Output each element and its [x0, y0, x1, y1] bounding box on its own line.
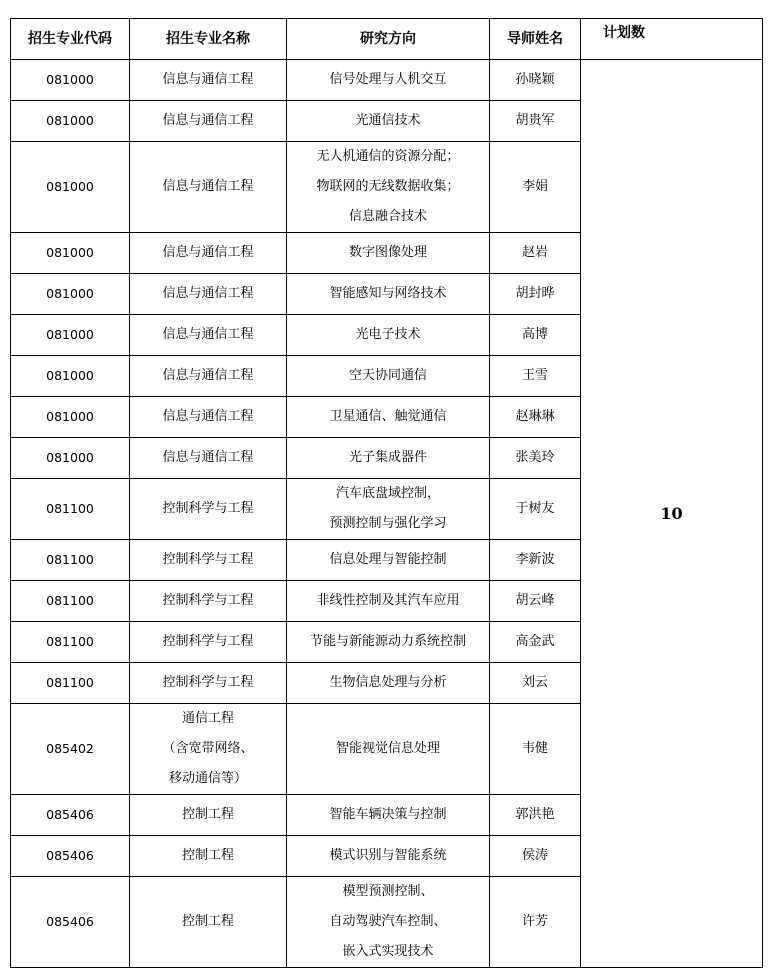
cell-major-code: 085406: [11, 836, 130, 877]
major-name-line: 控制科学与工程: [162, 593, 254, 608]
major-name-line: 控制科学与工程: [162, 552, 254, 567]
major-name-line: 控制科学与工程: [162, 634, 254, 649]
cell-research-direction: [287, 397, 490, 438]
cell-major-code: 081100: [11, 663, 130, 704]
cell-plan-count: 10: [581, 60, 763, 968]
cell-supervisor: 高博: [490, 315, 581, 356]
major-name-line: 控制工程: [181, 914, 234, 929]
cell-major-code: 081100: [11, 479, 130, 540]
research-direction-line: 汽车底盘域控制，: [335, 486, 440, 501]
cell-research-direction: [287, 581, 490, 622]
cell-research-direction: [287, 877, 490, 968]
cell-supervisor: 高金武: [490, 622, 581, 663]
cell-supervisor: 胡封晔: [490, 274, 581, 315]
major-name-line: 信息与通信工程: [162, 450, 254, 465]
research-direction-line: 智能感知与网络技术: [329, 286, 447, 301]
cell-research-direction: [287, 479, 490, 540]
header-major: 招生专业名称: [130, 19, 287, 60]
major-name-line: 控制科学与工程: [162, 501, 254, 516]
cell-major-name: [130, 704, 287, 795]
major-name-line: 控制科学与工程: [162, 675, 254, 690]
major-name-line: 控制工程: [181, 848, 234, 863]
research-direction-line: 光通信技术: [355, 113, 421, 128]
research-direction-line: 模式识别与智能系统: [329, 848, 447, 863]
research-direction-line: 智能视觉信息处理: [335, 741, 440, 756]
cell-supervisor: 许芳: [490, 877, 581, 968]
cell-supervisor: 刘云: [490, 663, 581, 704]
research-direction-line: 物联网的无线数据收集；: [316, 179, 460, 194]
cell-major-name: [130, 101, 287, 142]
cell-research-direction: [287, 142, 490, 233]
cell-major-code: 081100: [11, 622, 130, 663]
cell-supervisor: 郭洪艳: [490, 795, 581, 836]
table-row: [11, 60, 763, 101]
cell-major-code: 081000: [11, 142, 130, 233]
cell-research-direction: [287, 438, 490, 479]
cell-supervisor: 赵琳琳: [490, 397, 581, 438]
cell-supervisor: 李娟: [490, 142, 581, 233]
enrollment-plan-table: [10, 18, 763, 968]
major-name-line: 控制工程: [181, 807, 234, 822]
major-name-line: （含宽带网络、: [162, 741, 254, 756]
research-direction-line: 信息融合技术: [348, 209, 427, 224]
research-direction-line: 非线性控制及其汽车应用: [316, 593, 460, 608]
cell-major-name: [130, 233, 287, 274]
major-name-line: 信息与通信工程: [162, 286, 254, 301]
research-direction-line: 光电子技术: [355, 327, 421, 342]
cell-major-code: 081000: [11, 356, 130, 397]
cell-supervisor: 张美玲: [490, 438, 581, 479]
research-direction-line: 预测控制与强化学习: [329, 516, 447, 531]
cell-research-direction: [287, 663, 490, 704]
cell-major-code: 085406: [11, 795, 130, 836]
cell-major-code: 081000: [11, 101, 130, 142]
cell-major-code: 081000: [11, 274, 130, 315]
cell-major-name: [130, 60, 287, 101]
cell-major-name: [130, 836, 287, 877]
cell-research-direction: [287, 836, 490, 877]
cell-supervisor: 于树友: [490, 479, 581, 540]
cell-major-code: 081000: [11, 315, 130, 356]
research-direction-line: 光子集成器件: [348, 450, 427, 465]
cell-research-direction: [287, 356, 490, 397]
major-name-line: 信息与通信工程: [162, 72, 254, 87]
table-body: [11, 60, 763, 968]
cell-supervisor: 胡贵军: [490, 101, 581, 142]
major-name-line: 移动通信等）: [168, 771, 247, 786]
major-name-line: 通信工程: [181, 711, 234, 726]
major-name-line: 信息与通信工程: [162, 327, 254, 342]
cell-major-name: [130, 877, 287, 968]
cell-research-direction: [287, 315, 490, 356]
cell-research-direction: [287, 101, 490, 142]
major-name-line: 信息与通信工程: [162, 368, 254, 383]
cell-research-direction: [287, 60, 490, 101]
cell-research-direction: [287, 622, 490, 663]
cell-major-name: [130, 663, 287, 704]
cell-research-direction: [287, 795, 490, 836]
cell-major-code: 081100: [11, 540, 130, 581]
research-direction-line: 空天协同通信: [348, 368, 427, 383]
cell-major-name: [130, 795, 287, 836]
cell-major-code: 081000: [11, 233, 130, 274]
cell-major-name: [130, 479, 287, 540]
header-supervisor: 导师姓名: [490, 19, 581, 60]
cell-major-name: [130, 315, 287, 356]
cell-major-name: [130, 438, 287, 479]
research-direction-line: 无人机通信的资源分配；: [316, 149, 460, 164]
cell-major-name: [130, 581, 287, 622]
research-direction-line: 数字图像处理: [348, 245, 427, 260]
cell-major-code: 081000: [11, 60, 130, 101]
cell-supervisor: 胡云峰: [490, 581, 581, 622]
header-plan: 计划数: [581, 19, 763, 60]
major-name-line: 信息与通信工程: [162, 245, 254, 260]
cell-supervisor: 侯涛: [490, 836, 581, 877]
research-direction-line: 信号处理与人机交互: [329, 72, 447, 87]
header-code: 招生专业代码: [11, 19, 130, 60]
cell-major-code: 081000: [11, 397, 130, 438]
research-direction-line: 模型预测控制、: [342, 884, 434, 899]
cell-major-code: 081000: [11, 438, 130, 479]
table-header-row: [11, 19, 763, 60]
header-direction: 研究方向: [287, 19, 490, 60]
major-name-line: 信息与通信工程: [162, 113, 254, 128]
cell-supervisor: 孙晓颖: [490, 60, 581, 101]
research-direction-line: 自动驾驶汽车控制、: [329, 914, 447, 929]
cell-major-name: [130, 397, 287, 438]
cell-major-code: 081100: [11, 581, 130, 622]
cell-research-direction: [287, 704, 490, 795]
cell-major-name: [130, 540, 287, 581]
cell-research-direction: [287, 540, 490, 581]
cell-supervisor: 韦健: [490, 704, 581, 795]
major-name-line: 信息与通信工程: [162, 179, 254, 194]
research-direction-line: 信息处理与智能控制: [329, 552, 447, 567]
cell-major-name: [130, 356, 287, 397]
research-direction-line: 嵌入式实现技术: [342, 944, 434, 959]
cell-supervisor: 赵岩: [490, 233, 581, 274]
cell-research-direction: [287, 233, 490, 274]
cell-research-direction: [287, 274, 490, 315]
cell-major-name: [130, 622, 287, 663]
research-direction-line: 节能与新能源动力系统控制: [309, 634, 466, 649]
cell-major-name: [130, 142, 287, 233]
research-direction-line: 生物信息处理与分析: [329, 675, 447, 690]
major-name-line: 信息与通信工程: [162, 409, 254, 424]
research-direction-line: 卫星通信、触觉通信: [329, 409, 447, 424]
cell-major-code: 085406: [11, 877, 130, 968]
cell-major-name: [130, 274, 287, 315]
cell-supervisor: 李新波: [490, 540, 581, 581]
cell-supervisor: 王雪: [490, 356, 581, 397]
cell-major-code: 085402: [11, 704, 130, 795]
research-direction-line: 智能车辆决策与控制: [329, 807, 447, 822]
